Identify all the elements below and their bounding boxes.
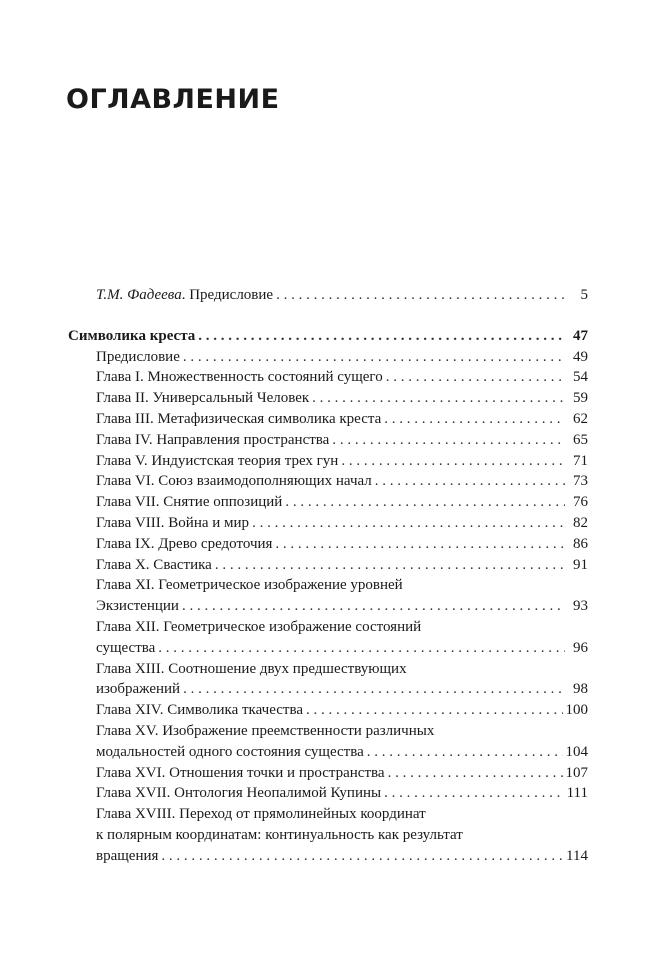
toc-entry-text: Глава III. Метафизическая символика креста	[96, 410, 382, 427]
toc-entry-text: существа	[96, 639, 156, 656]
toc-entry-text: Глава XVIII. Переход от прямолинейных координат	[96, 806, 426, 823]
toc-section-entry[interactable]	[68, 326, 588, 347]
toc-entry-text: Глава IX. Древо средоточия	[96, 535, 273, 552]
toc-entry-line	[68, 596, 588, 617]
toc-entry[interactable]	[68, 763, 588, 784]
toc-entry-line	[68, 409, 588, 430]
toc-page-number: 5	[580, 287, 588, 303]
toc-entry-text: Экзистенции	[96, 598, 179, 615]
toc-entry-text: Глава VI. Союз взаимодополняющих начал	[96, 473, 372, 490]
leader-dots	[182, 596, 565, 617]
toc-entry-text: Глава XII. Геометрическое изображение состояний	[96, 618, 422, 635]
toc-page-number: 114	[566, 847, 588, 864]
toc-entry-line	[68, 388, 588, 409]
toc-page-number: 86	[573, 535, 588, 552]
toc-preface-entry[interactable]	[68, 285, 588, 306]
toc-entry-line	[68, 492, 588, 513]
toc-page-number: 54	[573, 369, 588, 386]
toc-entry-line	[68, 638, 588, 659]
toc-page-number: 100	[565, 702, 588, 719]
toc-entry-line	[68, 513, 588, 534]
toc-entry-text: Глава XIV. Символика ткачества	[96, 702, 303, 719]
toc-page-number: 62	[573, 410, 588, 427]
toc-page-number: 65	[573, 431, 588, 448]
toc-entry-text: модальностей одного состояния существа	[96, 743, 364, 760]
leader-dots	[252, 513, 565, 534]
leader-dots	[375, 471, 565, 492]
leader-dots	[161, 846, 563, 867]
toc-entry[interactable]	[68, 700, 588, 721]
toc-entry-line	[68, 451, 588, 472]
leader-dots	[384, 409, 565, 430]
toc-page-number: 98	[573, 681, 588, 698]
toc-entry-text: Глава XVII. Онтология Неопалимой Купины	[96, 785, 382, 802]
toc-entry-line	[68, 804, 588, 825]
toc-entry[interactable]	[68, 555, 588, 576]
toc-entry-text: Глава IV. Направления пространства	[96, 431, 330, 448]
toc-entry-line	[68, 846, 588, 867]
toc-entry[interactable]	[68, 783, 588, 804]
toc-entry-line	[68, 763, 588, 784]
toc-entry-line	[68, 534, 588, 555]
leader-dots	[388, 763, 563, 784]
toc-entry-text	[96, 285, 273, 306]
leader-dots	[312, 388, 565, 409]
leader-dots	[183, 679, 565, 700]
leader-dots	[384, 783, 564, 804]
toc-page-number: 82	[573, 514, 588, 531]
toc-entry[interactable]	[68, 513, 588, 534]
preface-author: Т.М. Фадеева	[96, 287, 182, 303]
toc-entry-text: Глава XIII. Соотношение двух предшествующих	[96, 660, 407, 677]
toc-page-number: 49	[573, 348, 588, 365]
toc-entry-line	[68, 617, 588, 638]
toc-page-number: 104	[565, 743, 588, 760]
toc-entry-text: Глава XVI. Отношения точки и пространства	[96, 764, 385, 781]
toc-page-number: 93	[573, 598, 588, 615]
toc-entry-text: вращения	[96, 847, 159, 864]
page-title: ОГЛАВЛЕНИЕ	[66, 84, 280, 115]
toc-entry[interactable]	[68, 471, 588, 492]
toc-entry-line	[68, 783, 588, 804]
toc-entry-line	[68, 430, 588, 451]
section-title: Символика креста	[68, 327, 196, 344]
toc-entry-text: изображений	[96, 681, 181, 698]
table-of-contents	[68, 285, 588, 867]
toc-page-number: 47	[573, 327, 588, 344]
toc-page-number: 59	[573, 390, 588, 407]
toc-entry-line	[68, 742, 588, 763]
leader-dots	[367, 742, 563, 763]
leader-dots	[306, 700, 563, 721]
toc-entry-line	[68, 825, 588, 846]
toc-entry-text: Глава XI. Геометрическое изображение уровней	[96, 577, 403, 594]
toc-entry[interactable]	[68, 575, 588, 617]
toc-entry-text: Глава I. Множественность состояний сущего	[96, 369, 383, 386]
toc-entry-line	[68, 659, 588, 680]
toc-entry[interactable]	[68, 430, 588, 451]
toc-entry-line	[68, 700, 588, 721]
toc-entry-text: Глава VII. Снятие оппозиций	[96, 494, 283, 511]
toc-entry-line	[68, 555, 588, 576]
leader-dots	[198, 326, 565, 347]
leader-dots	[183, 347, 565, 368]
toc-entry[interactable]	[68, 451, 588, 472]
toc-entry[interactable]	[68, 804, 588, 866]
toc-page-number: 96	[573, 639, 588, 656]
toc-entry[interactable]	[68, 409, 588, 430]
toc-entry[interactable]	[68, 659, 588, 701]
toc-entry[interactable]	[68, 367, 588, 388]
toc-entry-text: Глава V. Индуистская теория трех гун	[96, 452, 339, 469]
toc-entry-line	[68, 367, 588, 388]
leader-dots	[276, 285, 565, 306]
toc-entry-line	[68, 575, 588, 596]
leader-dots	[158, 638, 565, 659]
toc-entry[interactable]	[68, 347, 588, 368]
toc-entry-line	[68, 347, 588, 368]
toc-page-number: 76	[573, 494, 588, 511]
toc-page-number: 73	[573, 473, 588, 490]
leader-dots	[332, 430, 565, 451]
leader-dots	[341, 451, 565, 472]
toc-entry[interactable]	[68, 492, 588, 513]
toc-entry[interactable]	[68, 534, 588, 555]
toc-entry-line	[68, 471, 588, 492]
toc-entry[interactable]	[68, 617, 588, 659]
toc-page-number: 91	[573, 556, 588, 573]
toc-entry-line	[68, 721, 588, 742]
toc-entry-text: Предисловие	[96, 348, 180, 365]
toc-entry-text: к полярным координатам: континуальность как результат	[96, 826, 463, 843]
leader-dots	[285, 492, 565, 513]
toc-entry-text: Глава XV. Изображение преемственности различных	[96, 722, 435, 739]
leader-dots	[386, 367, 565, 388]
toc-entry-text: Глава X. Свастика	[96, 556, 212, 573]
toc-entry[interactable]	[68, 721, 588, 763]
leader-dots	[215, 555, 565, 576]
toc-page-number: 71	[573, 452, 588, 469]
preface-title: . Предисловие	[181, 287, 274, 303]
toc-entry[interactable]	[68, 388, 588, 409]
toc-entry-text: Глава II. Универсальный Человек	[96, 390, 310, 407]
toc-entry-list	[68, 347, 588, 867]
leader-dots	[275, 534, 565, 555]
toc-entry-line	[68, 679, 588, 700]
toc-entry-text: Глава VIII. Война и мир	[96, 514, 250, 531]
toc-page-number: 111	[566, 785, 588, 802]
toc-page-number: 107	[565, 764, 588, 781]
